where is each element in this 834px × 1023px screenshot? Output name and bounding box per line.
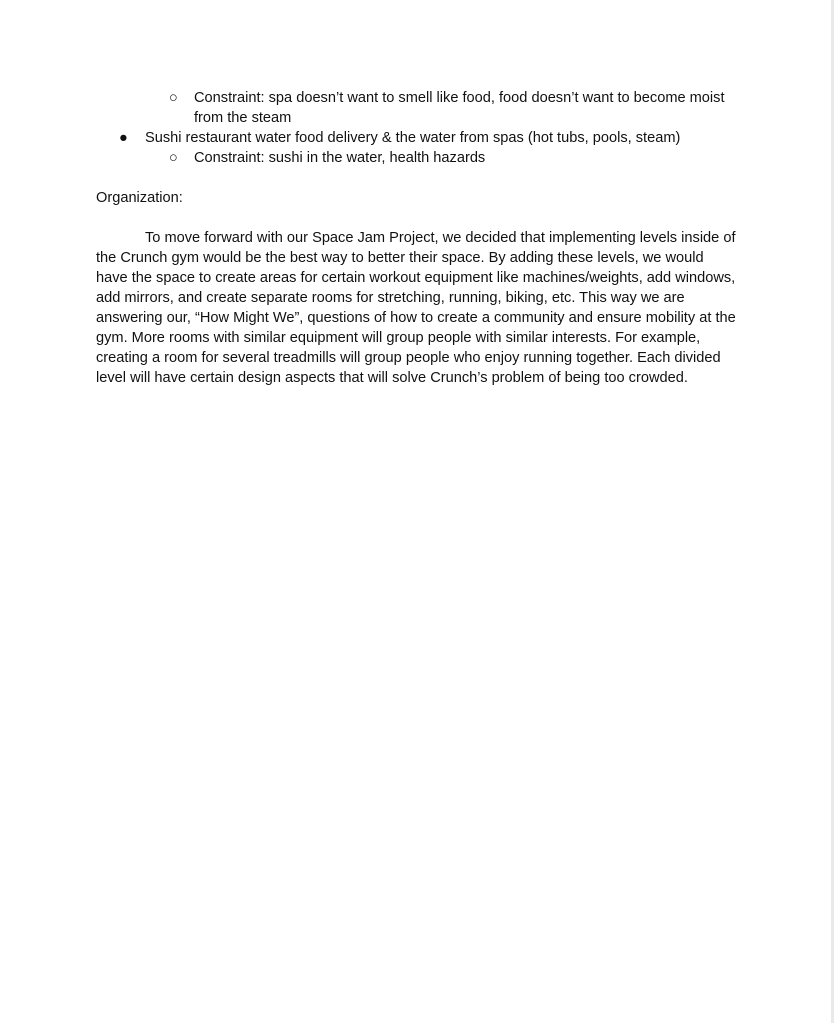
hollow-bullet-icon: ○ xyxy=(169,150,178,166)
list-item-text: Sushi restaurant water food delivery & the water from spas (hot tubs, pools, steam) xyxy=(145,130,681,146)
list-item-text: Constraint: spa doesn’t want to smell like food, food doesn’t want to become moist from the steam xyxy=(194,90,725,126)
body-paragraph: To move forward with our Space Jam Project, we decided that implementing levels inside of the Crunch gym would be the best way to better their space. By adding these levels, we would have the space to create areas for certain workout equipment like machines/weights, add windows, add mirrors, and create separate rooms for stretching, running, biking, etc. This way we are answering our, “How Might We”, questions of how to create a community and ensure mobility at the gym. More rooms with similar equipment will group people with similar interests. For example, creating a room for several treadmills will group people who enjoy running together. Each divided level will have certain design aspects that will solve Crunch’s problem of being too crowded. xyxy=(96,230,736,386)
bullet-icon: ● xyxy=(119,130,128,146)
section-heading: Organization: xyxy=(96,190,183,206)
hollow-bullet-icon: ○ xyxy=(169,90,178,106)
list-item-text: Constraint: sushi in the water, health hazards xyxy=(194,150,486,166)
